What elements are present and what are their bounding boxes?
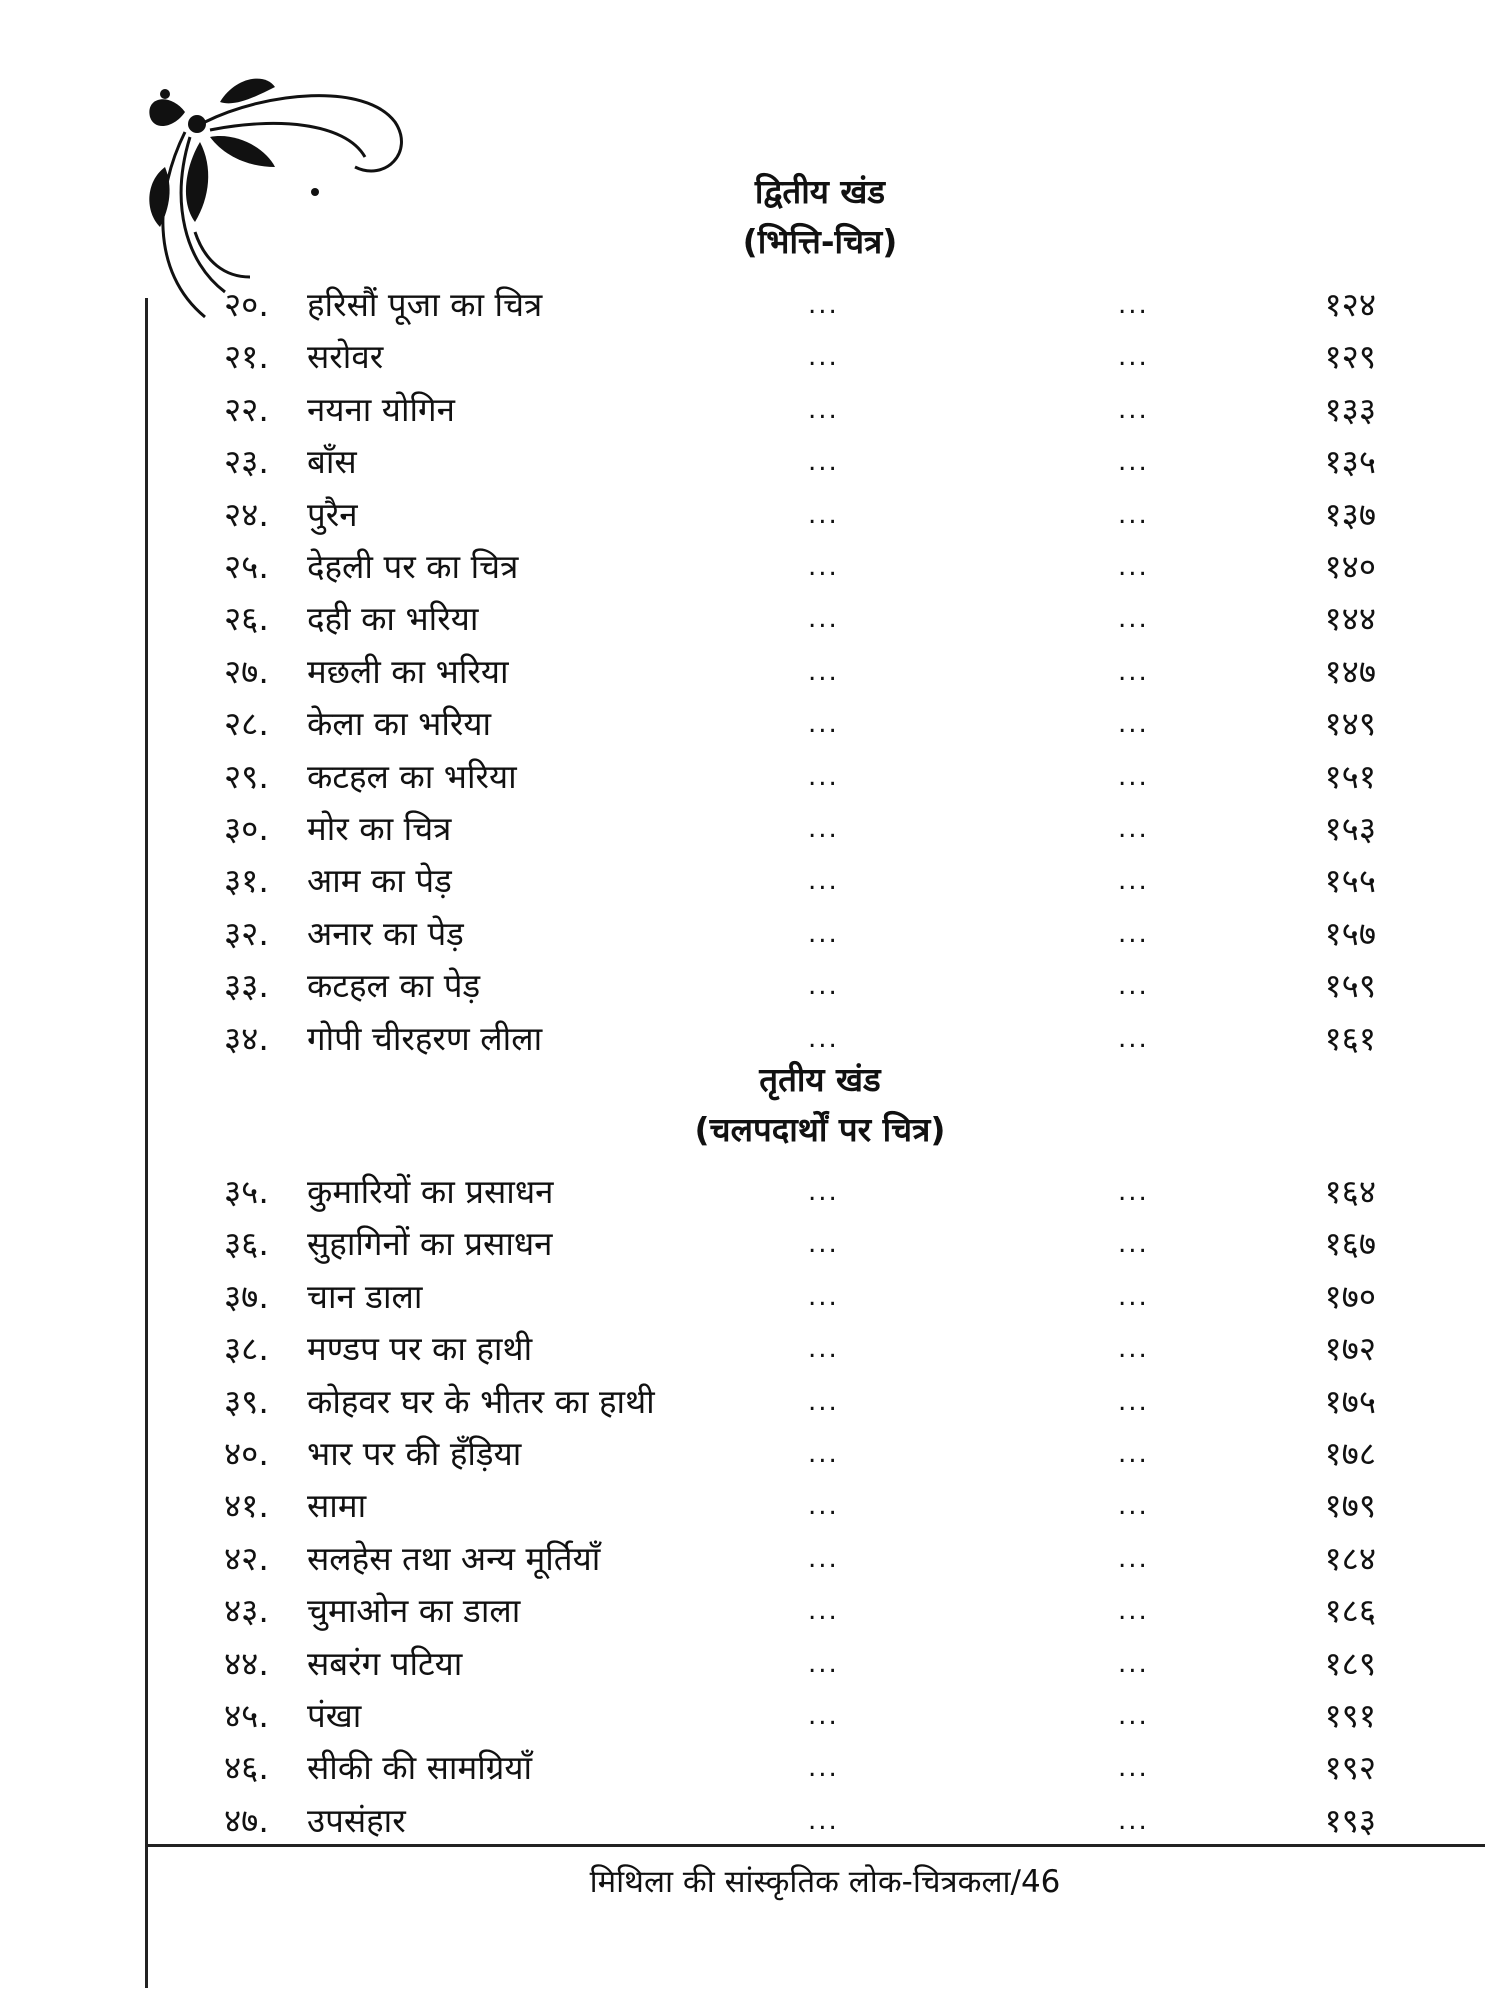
toc-entry	[0, 1690, 1500, 1742]
entry-page-number: १७९	[1324, 1486, 1376, 1526]
entry-title: सुहागिनों का प्रसाधन	[307, 1224, 553, 1264]
toc-entry	[0, 1323, 1500, 1375]
leader-dots: ...	[808, 290, 839, 320]
entry-page-number: १४०	[1324, 547, 1376, 586]
running-footer: मिथिला की सांस्कृतिक लोक-चित्रकला/46	[589, 1864, 1061, 1900]
entry-page-number: १४७	[1324, 651, 1376, 691]
entry-page-number: १९२	[1324, 1748, 1376, 1788]
entry-page-number: १४४	[1324, 599, 1376, 639]
leader-dots: ...	[1118, 1701, 1149, 1731]
leader-dots: ...	[808, 342, 839, 373]
entry-page-number: १३७	[1324, 494, 1376, 534]
entry-page-number: १५९	[1324, 966, 1376, 1006]
leader-dots: ...	[1118, 499, 1149, 530]
entry-number: ४१.	[224, 1486, 269, 1526]
entry-page-number: १५१	[1324, 756, 1376, 796]
entry-number: ३०.	[224, 809, 269, 848]
entry-page-number: १८४	[1324, 1538, 1376, 1578]
leader-dots: ...	[808, 1491, 839, 1522]
leader-dots: ...	[1118, 918, 1149, 949]
leader-dots: ...	[808, 1753, 839, 1784]
entry-page-number: १७२	[1324, 1329, 1376, 1369]
entry-number: ३७.	[224, 1276, 269, 1316]
leader-dots: ...	[808, 552, 839, 582]
toc-entry	[0, 855, 1500, 907]
entry-title: मण्डप पर का हाथी	[307, 1329, 533, 1369]
leader-dots: ...	[1118, 971, 1149, 1002]
entry-number: ३२.	[224, 913, 269, 953]
toc-entry	[0, 384, 1500, 436]
entry-page-number: १७५	[1324, 1381, 1376, 1421]
leader-dots: ...	[1118, 1334, 1149, 1365]
toc-entry	[0, 1795, 1500, 1847]
toc-entry	[0, 960, 1500, 1012]
leader-dots: ...	[1118, 1543, 1149, 1574]
entry-number: २२.	[224, 389, 269, 429]
leader-dots: ...	[808, 1386, 839, 1417]
entry-title: कटहल का भरिया	[307, 756, 517, 796]
entry-number: २३.	[224, 442, 269, 482]
leader-dots: ...	[808, 1648, 839, 1679]
entry-page-number: १८९	[1324, 1643, 1376, 1683]
toc-entry	[0, 1218, 1500, 1270]
leader-dots: ...	[1118, 1596, 1149, 1627]
leader-dots: ...	[1118, 1386, 1149, 1417]
leader-dots: ...	[808, 918, 839, 949]
leader-dots: ...	[1118, 1229, 1149, 1260]
entry-number: २६.	[224, 599, 269, 639]
toc-entry	[0, 1376, 1500, 1428]
leader-dots: ...	[1118, 1648, 1149, 1679]
leader-dots: ...	[1118, 394, 1149, 425]
toc-entry	[0, 331, 1500, 383]
entry-number: ४६.	[224, 1748, 269, 1788]
leader-dots: ...	[808, 1023, 839, 1054]
entry-title: कोहवर घर के भीतर का हाथी	[307, 1381, 655, 1421]
entry-title: कुमारियों का प्रसाधन	[307, 1172, 554, 1211]
leader-dots: ...	[808, 709, 839, 740]
entry-page-number: १४९	[1324, 704, 1376, 744]
leader-dots: ...	[808, 499, 839, 530]
leader-dots: ...	[808, 1439, 839, 1469]
entry-page-number: १९१	[1324, 1696, 1376, 1735]
entry-page-number: १२४	[1324, 285, 1376, 324]
entry-title: उपसंहार	[307, 1800, 406, 1840]
toc-entry	[0, 1428, 1500, 1480]
leader-dots: ...	[1118, 1753, 1149, 1784]
leader-dots: ...	[1118, 1023, 1149, 1054]
entry-number: २८.	[224, 704, 269, 744]
entry-title: चान डाला	[307, 1276, 423, 1316]
entry-title: सलहेस तथा अन्य मूर्तियाँ	[307, 1538, 601, 1578]
entry-number: २७.	[224, 651, 269, 691]
entry-title: सीकी की सामग्रियाँ	[307, 1748, 533, 1788]
entry-number: ३३.	[224, 966, 269, 1006]
toc-entry	[0, 1166, 1500, 1218]
entry-number: ४४.	[224, 1643, 269, 1683]
leader-dots: ...	[1118, 761, 1149, 792]
entry-number: ४०.	[224, 1434, 269, 1473]
leader-dots: ...	[808, 656, 839, 687]
leader-dots: ...	[808, 447, 839, 478]
leader-dots: ...	[1118, 1805, 1149, 1836]
leader-dots: ...	[808, 1334, 839, 1365]
toc-entry	[0, 436, 1500, 488]
entry-number: ३५.	[224, 1172, 269, 1211]
toc-entry	[0, 1742, 1500, 1794]
toc-entry	[0, 541, 1500, 593]
entry-title: सामा	[307, 1486, 367, 1526]
leader-dots: ...	[1118, 1439, 1149, 1469]
entry-page-number: १२९	[1324, 337, 1376, 377]
entry-title: मोर का चित्र	[307, 809, 452, 848]
entry-title: अनार का पेड़	[307, 913, 464, 953]
entry-page-number: १६४	[1324, 1172, 1376, 1211]
leader-dots: ...	[1118, 709, 1149, 740]
entry-title: चुमाओन का डाला	[307, 1591, 521, 1631]
entry-number: ४७.	[224, 1800, 269, 1840]
entry-title: आम का पेड़	[307, 861, 452, 901]
entry-title: गोपी चीरहरण लीला	[307, 1018, 543, 1058]
leader-dots: ...	[808, 1229, 839, 1260]
entry-title: देहली पर का चित्र	[307, 547, 519, 586]
toc-entry	[0, 1585, 1500, 1637]
leader-dots: ...	[808, 971, 839, 1002]
leader-dots: ...	[1118, 1281, 1149, 1312]
entry-page-number: १६१	[1324, 1018, 1376, 1058]
entry-title: मछली का भरिया	[307, 651, 509, 691]
toc-entry	[0, 1013, 1500, 1065]
entry-title: सबरंग पटिया	[307, 1643, 463, 1683]
entry-page-number: १६७	[1324, 1224, 1376, 1264]
leader-dots: ...	[1118, 604, 1149, 635]
entry-page-number: १५७	[1324, 913, 1376, 953]
toc-entry	[0, 279, 1500, 331]
entry-title: कटहल का पेड़	[307, 966, 481, 1006]
entry-title: भार पर की हँड़िया	[307, 1434, 522, 1473]
entry-number: ४५.	[224, 1696, 269, 1735]
leader-dots: ...	[1118, 1491, 1149, 1522]
section-3-subheading: (चलपदार्थों पर चित्र)	[694, 1110, 946, 1149]
entry-number: ३१.	[224, 861, 269, 901]
leader-dots: ...	[1118, 290, 1149, 320]
entry-page-number: १८६	[1324, 1591, 1376, 1631]
entry-title: हरिसौं पूजा का चित्र	[307, 285, 543, 324]
leader-dots: ...	[1118, 342, 1149, 373]
leader-dots: ...	[808, 866, 839, 897]
entry-number: ४२.	[224, 1538, 269, 1578]
entry-number: २०.	[224, 285, 269, 324]
toc-entry	[0, 1533, 1500, 1585]
toc-entry	[0, 698, 1500, 750]
entry-page-number: १७८	[1324, 1434, 1376, 1473]
entry-title: पुरैन	[307, 494, 358, 534]
section-3-heading: तृतीय खंड	[759, 1060, 881, 1099]
entry-number: ३६.	[224, 1224, 269, 1264]
leader-dots: ...	[808, 1543, 839, 1574]
toc-entry	[0, 803, 1500, 855]
leader-dots: ...	[1118, 552, 1149, 582]
entry-number: २५.	[224, 547, 269, 586]
entry-page-number: १३३	[1324, 389, 1376, 429]
toc-entry	[0, 1271, 1500, 1323]
entry-number: ३९.	[224, 1381, 269, 1421]
leader-dots: ...	[1118, 866, 1149, 897]
entry-number: २४.	[224, 494, 269, 534]
leader-dots: ...	[808, 394, 839, 425]
toc-entry	[0, 646, 1500, 698]
entry-title: पंखा	[307, 1696, 362, 1735]
leader-dots: ...	[808, 1596, 839, 1627]
entry-title: दही का भरिया	[307, 599, 479, 639]
leader-dots: ...	[1118, 1177, 1149, 1207]
entry-number: ४३.	[224, 1591, 269, 1631]
toc-entry	[0, 593, 1500, 645]
entry-title: बाँस	[307, 442, 357, 482]
toc-entry	[0, 489, 1500, 541]
entry-page-number: १९३	[1324, 1800, 1376, 1840]
toc-entry	[0, 1638, 1500, 1690]
entry-number: ३४.	[224, 1018, 269, 1058]
entry-number: २९.	[224, 756, 269, 796]
section-2-subheading: (भित्ति-चित्र)	[742, 222, 898, 261]
entry-title: सरोवर	[307, 337, 384, 377]
entry-title: केला का भरिया	[307, 704, 492, 744]
entry-page-number: १५३	[1324, 809, 1376, 848]
toc-entry	[0, 1480, 1500, 1532]
section-2-heading: द्वितीय खंड	[754, 172, 886, 211]
entry-number: २१.	[224, 337, 269, 377]
entry-title: नयना योगिन	[307, 389, 455, 429]
toc-entry	[0, 908, 1500, 960]
toc-entry	[0, 751, 1500, 803]
leader-dots: ...	[808, 1177, 839, 1207]
entry-page-number: १५५	[1324, 861, 1376, 901]
leader-dots: ...	[808, 1281, 839, 1312]
leader-dots: ...	[808, 814, 839, 844]
leader-dots: ...	[1118, 447, 1149, 478]
leader-dots: ...	[808, 761, 839, 792]
leader-dots: ...	[808, 1805, 839, 1836]
entry-page-number: १३५	[1324, 442, 1376, 482]
entry-page-number: १७०	[1324, 1276, 1376, 1316]
leader-dots: ...	[1118, 656, 1149, 687]
leader-dots: ...	[1118, 814, 1149, 844]
entry-number: ३८.	[224, 1329, 269, 1369]
leader-dots: ...	[808, 1701, 839, 1731]
leader-dots: ...	[808, 604, 839, 635]
